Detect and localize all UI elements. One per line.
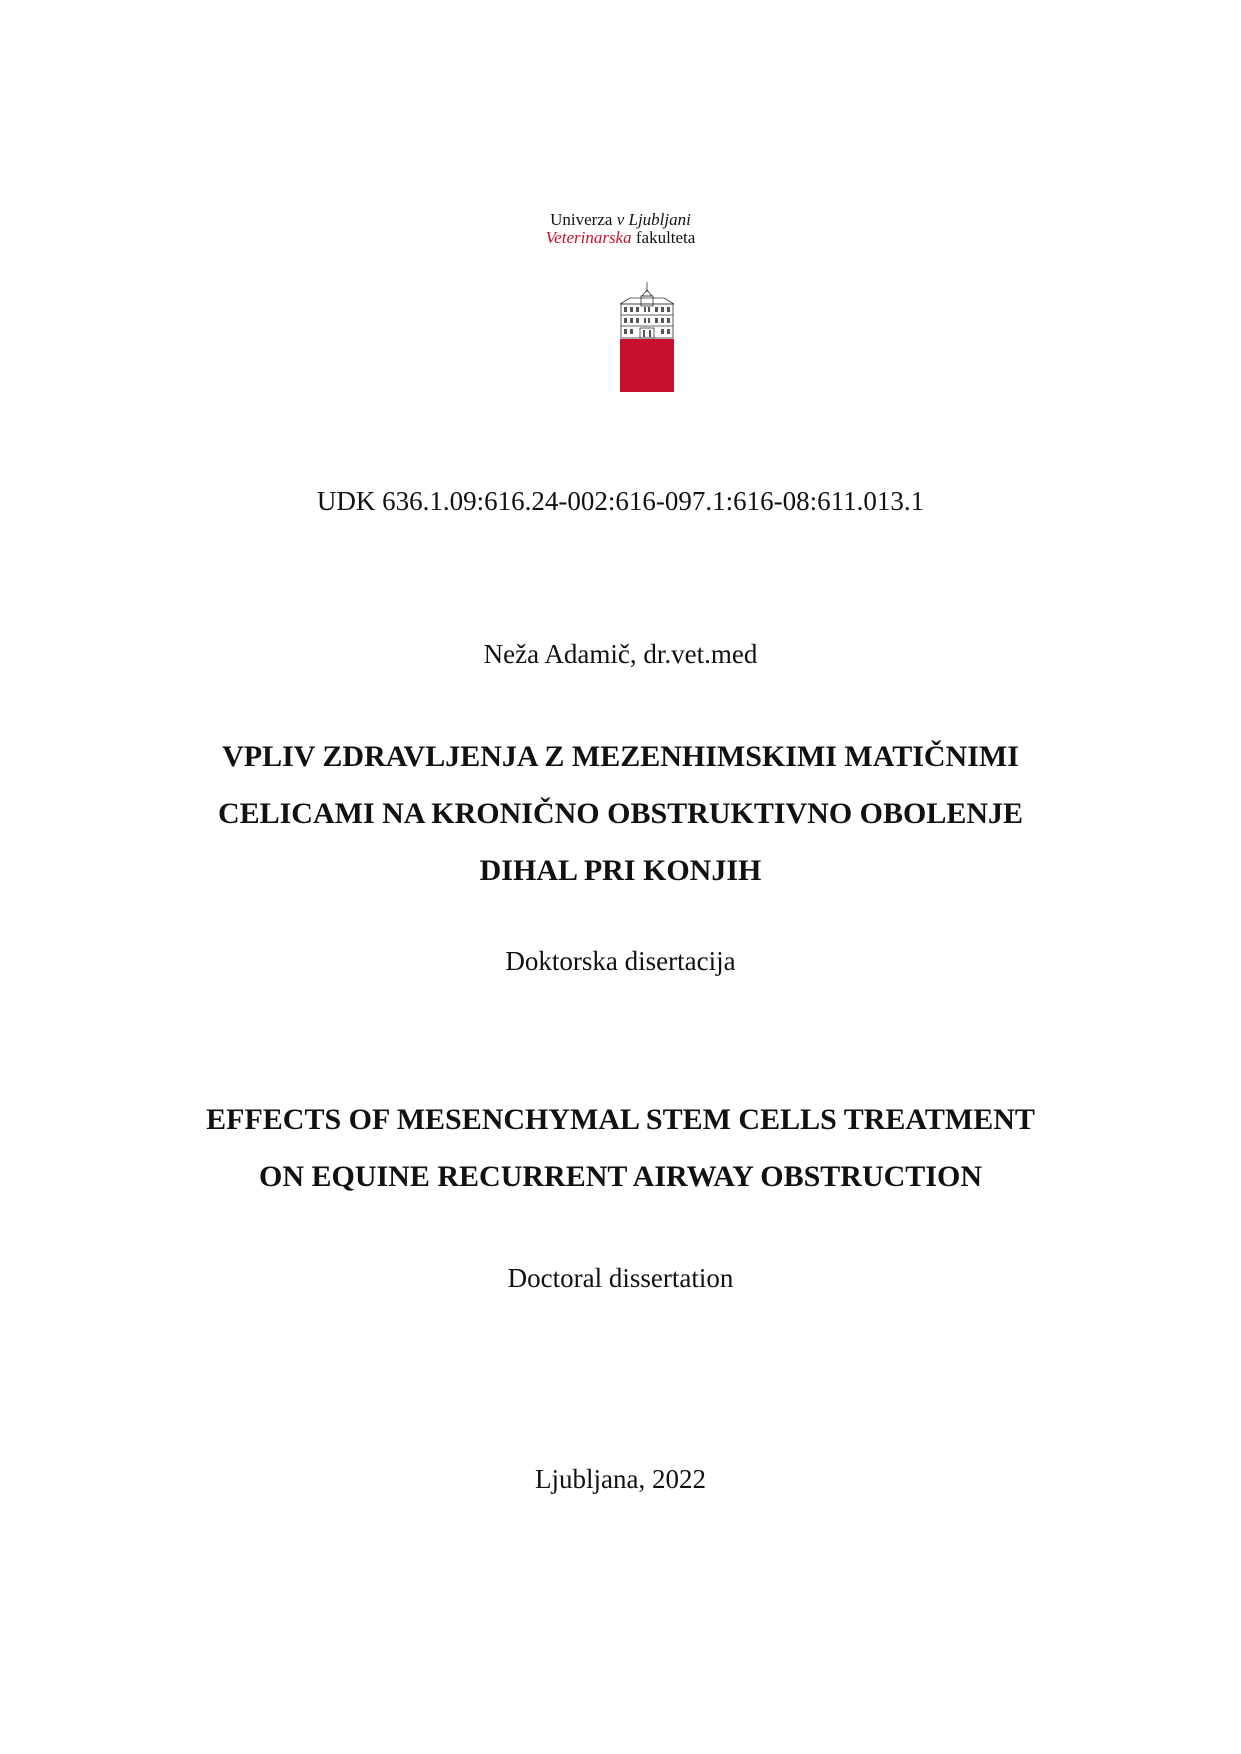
- title-english-line: EFFECTS OF MESENCHYMAL STEM CELLS TREATMENT: [206, 1103, 1035, 1136]
- faculty-logo-text: [0, 211, 1241, 247]
- author-name: Neža Adamič, dr.vet.med: [483, 639, 758, 669]
- title-slovene-line: CELICAMI NA KRONIČNO OBSTRUKTIVNO OBOLENJE: [217, 797, 1024, 830]
- document-type-slovene: Doktorska disertacija: [505, 946, 736, 976]
- document-type-english: Doctoral dissertation: [507, 1263, 734, 1293]
- place-and-year: Ljubljana, 2022: [535, 1464, 706, 1494]
- title-slovene-line: VPLIV ZDRAVLJENJA Z MEZENHIMSKIMI MATIČNIMI: [222, 740, 1019, 773]
- title-english: [0, 1091, 1241, 1205]
- faculty-name: Veterinarska fakulteta: [545, 228, 696, 247]
- title-slovene: [0, 728, 1241, 899]
- udk-classification: UDK 636.1.09:616.24-002:616-097.1:616-08:611.013.1: [316, 486, 925, 516]
- title-slovene-line: DIHAL PRI KONJIH: [479, 854, 762, 887]
- title-english-line: ON EQUINE RECURRENT AIRWAY OBSTRUCTION: [259, 1160, 982, 1193]
- university-building-icon: [620, 282, 674, 392]
- university-name: Univerza v Ljubljani: [550, 210, 691, 229]
